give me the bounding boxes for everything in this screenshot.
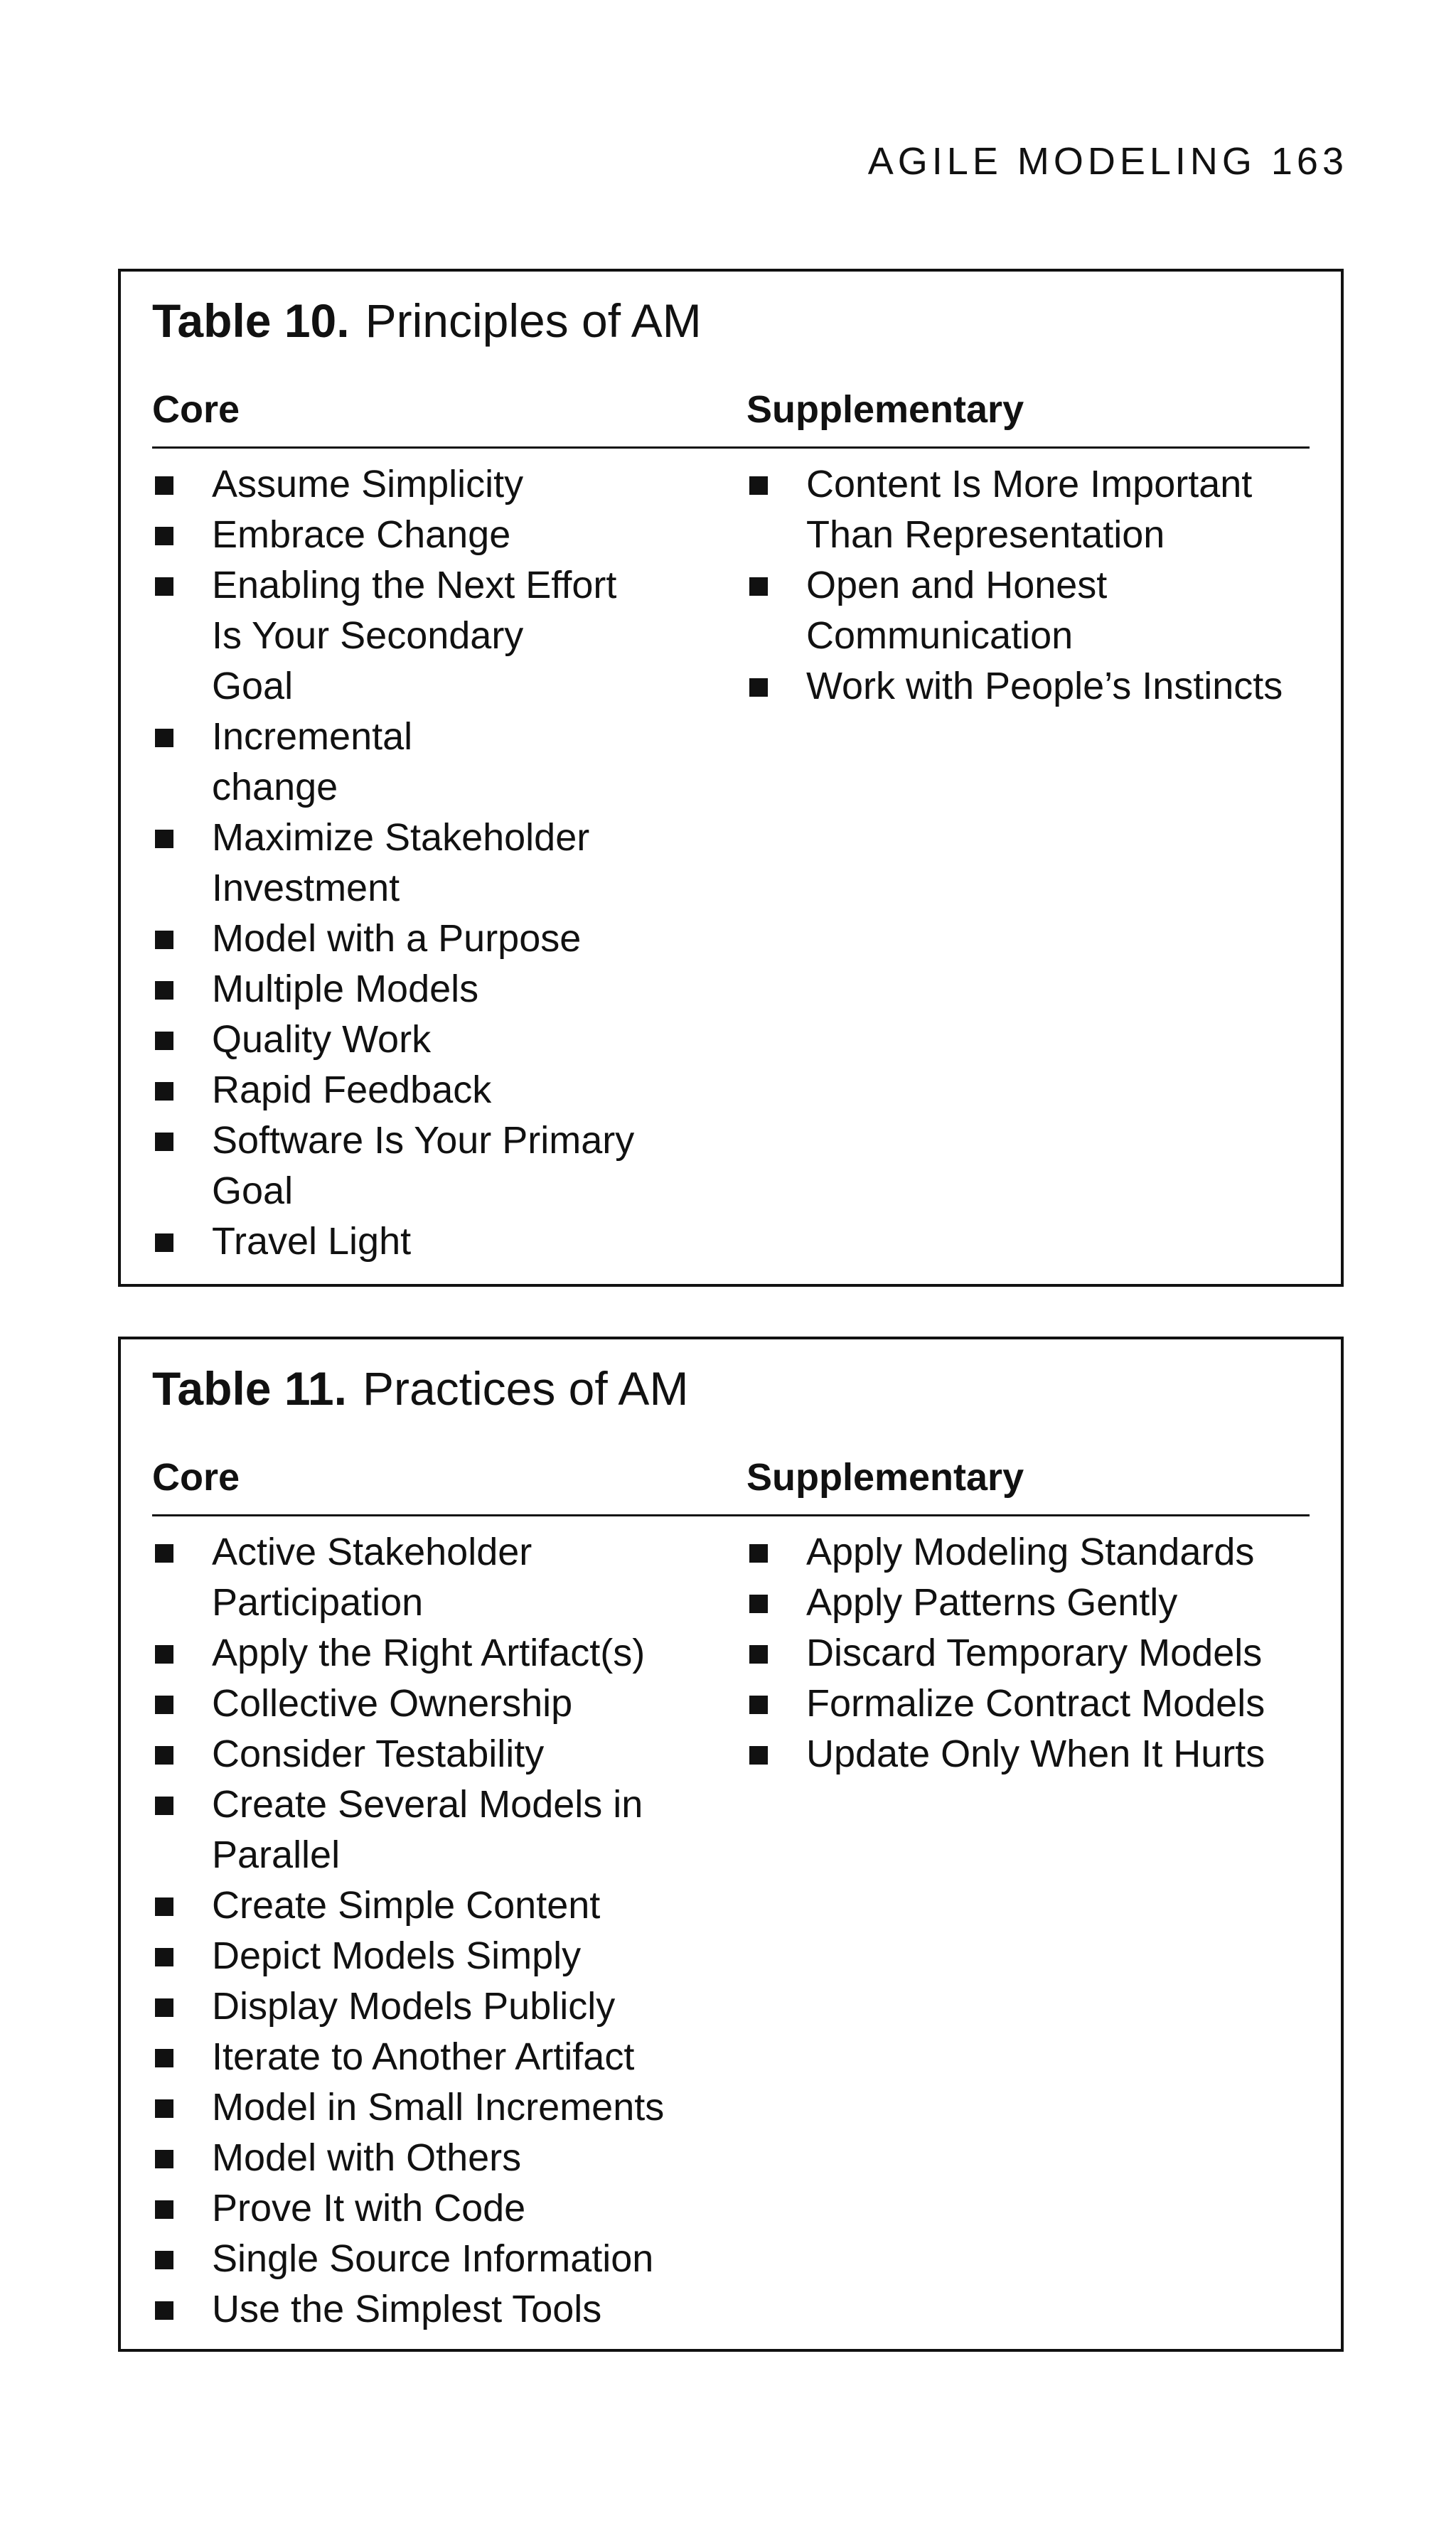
list-item-text: Model with a Purpose: [212, 917, 582, 960]
list-item: [152, 2284, 735, 2335]
square-bullet-icon: [749, 1645, 768, 1664]
list-item-text: Quality Work: [212, 1018, 432, 1061]
square-bullet-icon: [155, 1746, 173, 1765]
table-principles: [118, 269, 1344, 1287]
square-bullet-icon: [749, 577, 768, 596]
list-item-text: Is Your Secondary: [212, 614, 524, 657]
list-item: [152, 2133, 735, 2183]
list-item-text: Display Models Publicly: [212, 1985, 616, 2028]
header-rule: [152, 446, 1310, 449]
square-bullet-icon: [155, 2301, 173, 2320]
square-bullet-icon: [155, 1897, 173, 1916]
square-bullet-icon: [155, 2049, 173, 2067]
list-item-text: Enabling the Next Effort: [212, 564, 617, 606]
square-bullet-icon: [749, 476, 768, 495]
list-item-text: Model with Others: [212, 2136, 522, 2179]
list-item-text: Incremental: [212, 715, 413, 758]
square-bullet-icon: [749, 1544, 768, 1563]
list-item-text: Rapid Feedback: [212, 1069, 492, 1111]
list-item-text: Apply the Right Artifact(s): [212, 1632, 646, 1674]
list-item: [152, 1779, 735, 1880]
list-item: [152, 712, 735, 813]
square-bullet-icon: [155, 2150, 173, 2168]
list-item: [152, 1981, 735, 2032]
square-bullet-icon: [155, 1082, 173, 1101]
list-item-text: Consider Testability: [212, 1733, 545, 1775]
list-item-text: Open and Honest: [806, 564, 1108, 606]
list-item-text: Work with People’s Instincts: [806, 665, 1283, 707]
list-item: [746, 1527, 1315, 1578]
list-item-text: Software Is Your Primary: [212, 1119, 635, 1162]
list-item-text: Active Stakeholder: [212, 1531, 532, 1573]
table-caption: Principles of AM: [365, 294, 702, 347]
square-bullet-icon: [155, 1645, 173, 1664]
list-item-text: Maximize Stakeholder: [212, 816, 590, 859]
list-item-text: Parallel: [212, 1834, 341, 1876]
list-item: [746, 560, 1315, 661]
core-list: [152, 459, 735, 1267]
list-item: [152, 560, 735, 712]
core-column-header: Core: [152, 1456, 240, 1499]
core-list: [152, 1527, 735, 2335]
list-item-text: Multiple Models: [212, 968, 479, 1010]
square-bullet-icon: [155, 577, 173, 596]
list-item: [152, 1065, 735, 1115]
list-item: [152, 964, 735, 1015]
list-item-text: Model in Small Increments: [212, 2086, 665, 2129]
square-bullet-icon: [749, 1595, 768, 1613]
square-bullet-icon: [155, 1133, 173, 1151]
list-item: [746, 1628, 1315, 1679]
list-item-text: Than Representation: [806, 513, 1165, 556]
list-item-text: Goal: [212, 665, 294, 707]
list-item: [152, 1880, 735, 1931]
list-item-text: Communication: [806, 614, 1074, 657]
square-bullet-icon: [155, 527, 173, 545]
list-item: [152, 1628, 735, 1679]
list-item-text: Assume Simplicity: [212, 463, 524, 505]
square-bullet-icon: [155, 1797, 173, 1815]
square-bullet-icon: [155, 2251, 173, 2269]
list-item-text: Depict Models Simply: [212, 1934, 582, 1977]
list-item: [152, 2082, 735, 2133]
square-bullet-icon: [155, 1998, 173, 2017]
list-item-text: Investment: [212, 867, 400, 909]
list-item: [152, 2234, 735, 2284]
list-item: [152, 1931, 735, 1981]
list-item: [152, 459, 735, 510]
supplementary-list: [746, 1527, 1315, 1779]
header-rule: [152, 1514, 1310, 1516]
list-item: [152, 1115, 735, 1216]
list-item-text: Update Only When It Hurts: [806, 1733, 1265, 1775]
list-item: [746, 459, 1315, 560]
list-item-text: Goal: [212, 1169, 294, 1212]
list-item: [152, 2032, 735, 2082]
list-item: [152, 813, 735, 914]
list-item: [152, 510, 735, 560]
square-bullet-icon: [155, 1032, 173, 1050]
list-item-text: Create Several Models in: [212, 1783, 643, 1826]
table-label: Table 10.: [152, 294, 350, 347]
list-item: [152, 1679, 735, 1729]
list-item-text: Apply Patterns Gently: [806, 1581, 1178, 1624]
table-practices: [118, 1337, 1344, 2352]
list-item-text: Iterate to Another Artifact: [212, 2035, 635, 2078]
square-bullet-icon: [749, 1696, 768, 1714]
list-item-text: Create Simple Content: [212, 1884, 601, 1927]
square-bullet-icon: [749, 1746, 768, 1765]
square-bullet-icon: [155, 931, 173, 949]
list-item-text: Embrace Change: [212, 513, 511, 556]
square-bullet-icon: [155, 476, 173, 495]
list-item: [152, 1527, 735, 1628]
square-bullet-icon: [155, 1696, 173, 1714]
list-item-text: change: [212, 766, 338, 808]
list-item-text: Participation: [212, 1581, 424, 1624]
square-bullet-icon: [155, 1948, 173, 1966]
list-item: [746, 1679, 1315, 1729]
list-item-text: Apply Modeling Standards: [806, 1531, 1255, 1573]
list-item: [746, 1729, 1315, 1779]
square-bullet-icon: [749, 678, 768, 697]
supplementary-column-header: Supplementary: [746, 388, 1024, 431]
square-bullet-icon: [155, 1233, 173, 1252]
list-item: [746, 661, 1315, 712]
square-bullet-icon: [155, 1544, 173, 1563]
square-bullet-icon: [155, 830, 173, 848]
square-bullet-icon: [155, 2099, 173, 2118]
list-item-text: Collective Ownership: [212, 1682, 573, 1725]
table-caption: Practices of AM: [362, 1362, 689, 1415]
list-item-text: Single Source Information: [212, 2237, 654, 2280]
supplementary-list: [746, 459, 1315, 712]
list-item-text: Prove It with Code: [212, 2187, 526, 2230]
list-item-text: Formalize Contract Models: [806, 1682, 1265, 1725]
list-item: [152, 2183, 735, 2234]
square-bullet-icon: [155, 2200, 173, 2219]
square-bullet-icon: [155, 981, 173, 1000]
table-label: Table 11.: [152, 1362, 347, 1415]
list-item: [746, 1578, 1315, 1628]
list-item: [152, 1729, 735, 1779]
running-head: AGILE MODELING 163: [867, 140, 1348, 183]
square-bullet-icon: [155, 729, 173, 747]
list-item-text: Travel Light: [212, 1220, 412, 1263]
list-item: [152, 914, 735, 964]
list-item: [152, 1015, 735, 1065]
list-item-text: Use the Simplest Tools: [212, 2288, 602, 2330]
list-item: [152, 1216, 735, 1267]
table-title: [152, 1361, 688, 1417]
list-item-text: Discard Temporary Models: [806, 1632, 1263, 1674]
table-title: [152, 293, 702, 349]
list-item-text: Content Is More Important: [806, 463, 1253, 505]
supplementary-column-header: Supplementary: [746, 1456, 1024, 1499]
core-column-header: Core: [152, 388, 240, 431]
